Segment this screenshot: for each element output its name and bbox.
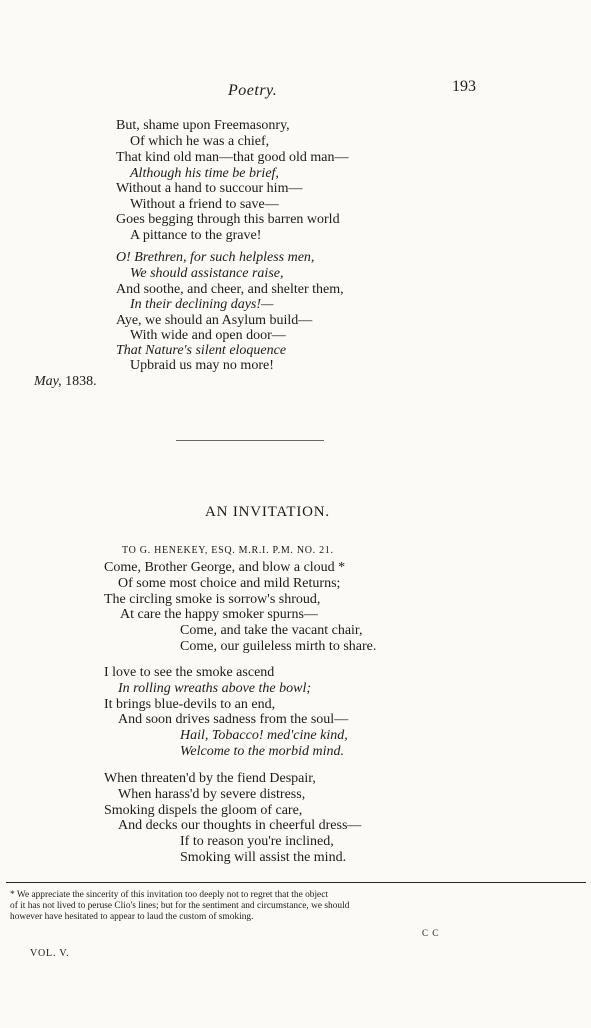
footnote-rule <box>6 882 586 883</box>
running-header: Poetry. <box>228 82 278 99</box>
poem-line: Goes begging through this barren world <box>116 212 340 227</box>
poem-line: Upbraid us may no more! <box>130 358 274 373</box>
footnote-line: * We appreciate the sincerity of this invitation too deeply not to regret that the object <box>10 890 328 900</box>
poem-line: I love to see the smoke ascend <box>104 665 275 680</box>
poem-line: If to reason you're inclined, <box>180 834 334 849</box>
footnote-line: however have hesitated to appear to laud the custom of smoking. <box>10 912 254 922</box>
poem-line: Welcome to the morbid mind. <box>180 744 344 759</box>
poem-line: That kind old man—that good old man— <box>116 150 349 165</box>
page-number: 193 <box>452 78 476 95</box>
poem-line: In rolling wreaths above the bowl; <box>118 681 311 696</box>
poem-line: When harass'd by severe distress, <box>118 787 306 802</box>
date-month: May, <box>34 374 62 389</box>
poem-line: A pittance to the grave! <box>130 228 262 243</box>
poem-line: Come, Brother George, and blow a cloud * <box>104 560 346 575</box>
poem-line: Of some most choice and mild Returns; <box>118 576 341 591</box>
poem-line: And soothe, and cheer, and shelter them, <box>116 282 344 297</box>
poem-dedication: TO G. HENEKEY, ESQ. M.R.I. P.M. NO. 21. <box>122 545 334 556</box>
poem-line: And decks our thoughts in cheerful dress— <box>118 818 362 833</box>
poem-line: With wide and open door— <box>130 328 286 343</box>
printer-signature: C C <box>422 928 440 938</box>
poem-line: The circling smoke is sorrow's shroud, <box>104 592 321 607</box>
poem-title: AN INVITATION. <box>205 504 330 520</box>
footnote <box>10 890 582 923</box>
poem-line: It brings blue-devils to an end, <box>104 697 276 712</box>
footnote-line: of it has not lived to peruse Clio's lines; but for the sentiment and circumstance, we should <box>10 901 350 911</box>
poem-line: Smoking dispels the gloom of care, <box>104 803 303 818</box>
poem-line: Come, our guileless mirth to share. <box>180 639 377 654</box>
poem-line: Although his time be brief, <box>130 166 279 181</box>
section-divider <box>176 440 324 441</box>
poem-line: We should assistance raise, <box>130 266 284 281</box>
poem-line: Smoking will assist the mind. <box>180 850 347 865</box>
poem-line: O! Brethren, for such helpless men, <box>116 250 315 265</box>
poem-line: That Nature's silent eloquence <box>116 343 287 358</box>
poem-line: When threaten'd by the fiend Despair, <box>104 771 316 786</box>
poem-line: Hail, Tobacco! med'cine kind, <box>180 728 348 743</box>
poem-line: Without a friend to save— <box>130 197 279 212</box>
poem-line: Aye, we should an Asylum build— <box>116 313 313 328</box>
poem-line: Without a hand to succour him— <box>116 181 303 196</box>
volume-mark: VOL. V. <box>30 948 70 959</box>
poem-line: But, shame upon Freemasonry, <box>116 118 290 133</box>
poem-line: Of which he was a chief, <box>130 134 270 149</box>
poem-line: Come, and take the vacant chair, <box>180 623 363 638</box>
poem-line: At care the happy smoker spurns— <box>120 607 318 622</box>
date-year: 1838. <box>65 374 97 389</box>
poem-date <box>34 374 97 390</box>
poem-line: And soon drives sadness from the soul— <box>118 712 349 727</box>
poem-line: In their declining days!— <box>130 297 274 312</box>
